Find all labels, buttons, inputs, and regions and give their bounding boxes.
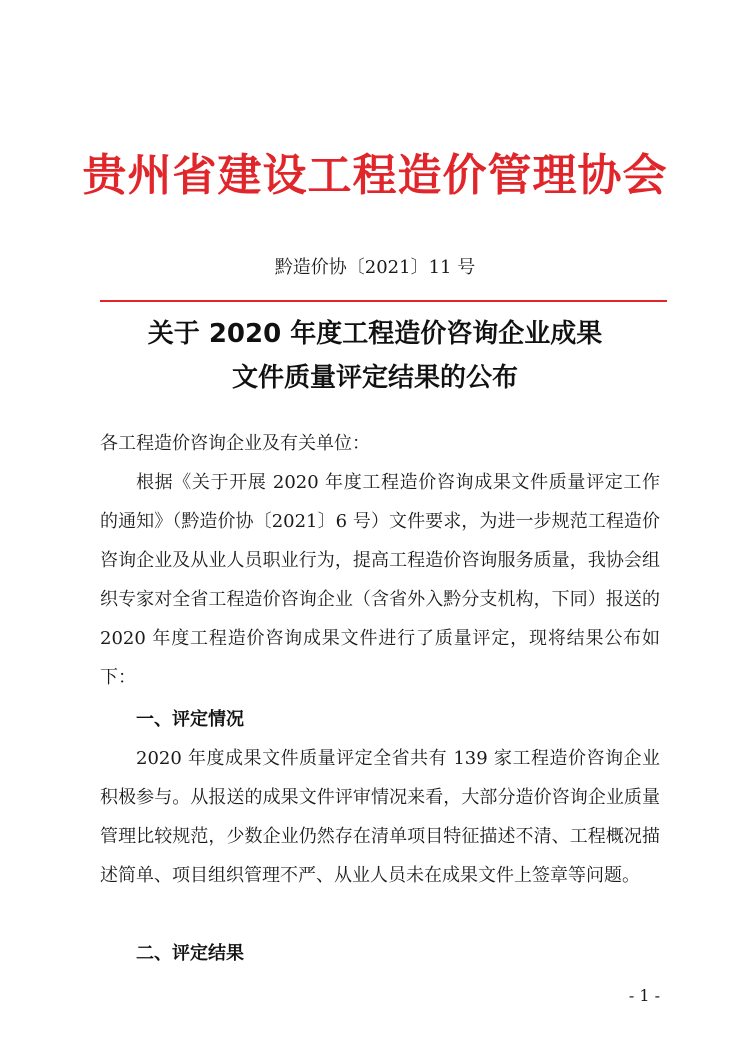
red-divider-line <box>100 300 667 302</box>
paragraph-intro: 根据《关于开展 2020 年度工程造价咨询成果文件质量评定工作的通知》（黔造价协〔2021〕6 号）文件要求，为进一步规范工程造价咨询企业及从业人员职业行为，提高工程造价咨询服务质量，我协会组织专家对全省工程造价咨询企业（含省外入黔分支机构，下同）报送的 2020 年度工程造价咨询成果文件进行了质量评定，现将结果公布如下： <box>100 472 660 688</box>
document-title <box>0 312 750 400</box>
document-title-line-2: 文件质量评定结果的公布 <box>231 363 518 393</box>
document-title-line-1: 关于 2020 年度工程造价咨询企业成果 <box>147 319 603 349</box>
document-number: 黔造价协〔2021〕11 号 <box>274 257 476 278</box>
page-number: - 1 - <box>628 986 660 1005</box>
paragraph-evaluation-status: 2020 年度成果文件质量评定全省共有 139 家工程造价咨询企业积极参与。从报送的成果文件评审情况来看，大部分造价咨询企业质量管理比较规范，少数企业仍然存在清单项目特征描述不清、工程概况描述简单、项目组织管理不严、从业人员未在成果文件上签章等问题。 <box>100 748 660 886</box>
organization-header: 贵州省建设工程造价管理协会 <box>82 150 668 201</box>
section-heading-evaluation-results: 二、评定结果 <box>136 943 244 964</box>
salutation: 各工程造价咨询企业及有关单位： <box>100 433 370 454</box>
section-heading-evaluation-status: 一、评定情况 <box>136 709 244 730</box>
